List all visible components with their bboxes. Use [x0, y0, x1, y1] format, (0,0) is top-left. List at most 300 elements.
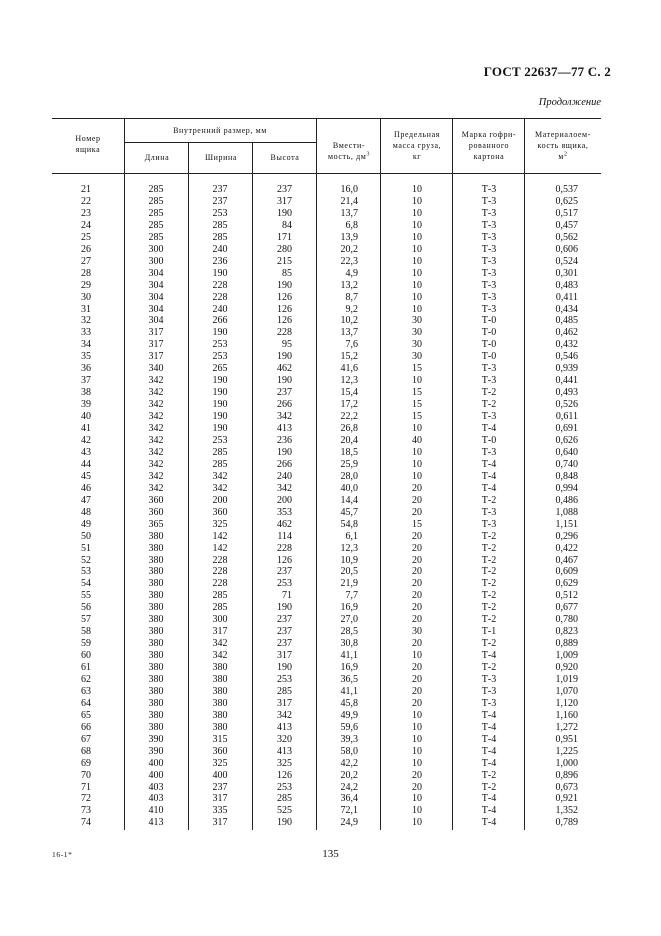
cell-max-load: 20 — [412, 506, 422, 518]
cell-material-consumption: 0,629 — [555, 578, 578, 590]
cell-material-consumption: 0,848 — [555, 470, 578, 482]
cell-height: 126 — [277, 315, 292, 327]
cell-length: 342 — [148, 423, 164, 434]
cell-cardboard-grade: Т-4 — [481, 733, 497, 745]
cell-box-number: 30 — [81, 291, 91, 303]
cell-capacity: 26,8 — [340, 423, 358, 434]
col-divider-1 — [124, 118, 125, 830]
cell-height: 190 — [277, 817, 292, 829]
cell-length: 317 — [148, 327, 164, 339]
cell-box-number: 38 — [81, 387, 91, 399]
header-material-consumption: Материалоем- кость ящика, $м^2$ — [535, 130, 591, 161]
cell-max-load: 20 — [412, 685, 422, 697]
cell-length: 285 — [148, 231, 164, 243]
cell-material-consumption: 1,160 — [555, 709, 578, 721]
cell-material-consumption: 0,517 — [555, 207, 578, 219]
cell-cardboard-grade: Т-3 — [481, 279, 497, 291]
cell-length: 285 — [148, 195, 164, 207]
cell-cardboard-grade: Т-2 — [481, 566, 497, 578]
cell-box-number: 57 — [81, 614, 91, 626]
cell-length: 304 — [148, 291, 164, 303]
cell-length: 380 — [148, 530, 164, 542]
cell-material-consumption: 0,939 — [555, 363, 578, 375]
cell-cardboard-grade: Т-2 — [481, 602, 497, 614]
cell-max-load: 15 — [412, 518, 422, 530]
cell-width: 190 — [212, 411, 228, 422]
cell-cardboard-grade: Т-3 — [481, 303, 497, 315]
cell-capacity: 13,2 — [340, 279, 358, 291]
cell-capacity: 28,0 — [340, 470, 358, 482]
cell-capacity: 45,7 — [340, 506, 358, 518]
cell-capacity: 10,9 — [340, 554, 358, 566]
cell-box-number: 21 — [81, 184, 91, 195]
cell-box-number: 25 — [81, 231, 91, 243]
cell-width: 380 — [212, 709, 228, 721]
cell-cardboard-grade: Т-4 — [481, 805, 497, 817]
page-number: 135 — [322, 848, 339, 860]
cell-height: 413 — [277, 745, 292, 757]
cell-capacity: 42,2 — [340, 757, 358, 769]
cell-length: 342 — [148, 446, 164, 458]
cell-height: 280 — [277, 243, 292, 255]
cell-max-load: 10 — [412, 255, 422, 267]
cell-width: 200 — [212, 494, 228, 506]
cell-height: 353 — [277, 506, 292, 518]
cell-capacity: 36,5 — [340, 674, 358, 685]
cell-cardboard-grade: Т-3 — [481, 685, 497, 697]
cell-capacity: 30,8 — [340, 638, 358, 650]
cell-height: 84 — [282, 219, 292, 231]
cell-length: 304 — [148, 315, 164, 327]
cell-capacity: 41,1 — [340, 685, 358, 697]
cell-box-number: 56 — [81, 602, 91, 614]
cell-length: 285 — [148, 207, 164, 219]
cell-capacity: 7,7 — [345, 590, 358, 602]
cell-material-consumption: 1,088 — [555, 506, 578, 518]
cell-max-load: 10 — [412, 745, 422, 757]
cell-cardboard-grade: Т-3 — [481, 267, 497, 279]
cell-capacity: 59,6 — [340, 721, 358, 733]
cell-width: 190 — [212, 423, 228, 434]
cell-max-load: 10 — [412, 817, 422, 829]
cell-capacity: 15,2 — [340, 351, 358, 363]
cell-box-number: 48 — [81, 506, 91, 518]
cell-height: 266 — [277, 458, 292, 470]
cell-length: 304 — [148, 303, 164, 315]
cell-cardboard-grade: Т-4 — [481, 470, 497, 482]
cell-max-load: 15 — [412, 363, 422, 375]
cell-max-load: 20 — [412, 697, 422, 709]
cell-material-consumption: 0,483 — [555, 279, 578, 291]
cell-material-consumption: 1,009 — [555, 650, 578, 661]
cell-width: 237 — [212, 184, 228, 195]
cell-cardboard-grade: Т-0 — [481, 315, 497, 327]
cell-length: 380 — [148, 721, 164, 733]
cell-material-consumption: 0,457 — [555, 219, 578, 231]
cell-material-consumption: 0,524 — [555, 255, 578, 267]
cell-length: 360 — [148, 494, 164, 506]
cell-length: 342 — [148, 458, 164, 470]
cell-box-number: 27 — [81, 255, 91, 267]
cell-height: 190 — [277, 662, 292, 673]
cell-cardboard-grade: Т-3 — [481, 446, 497, 458]
cell-cardboard-grade: Т-4 — [481, 423, 497, 434]
cell-length: 342 — [148, 470, 164, 482]
cell-width: 325 — [212, 757, 228, 769]
table-top-rule — [52, 118, 601, 119]
cell-capacity: 20,5 — [340, 566, 358, 578]
cell-material-consumption: 0,485 — [555, 315, 578, 327]
cell-max-load: 10 — [412, 375, 422, 387]
cell-length: 380 — [148, 614, 164, 626]
cell-cardboard-grade: Т-3 — [481, 697, 497, 709]
cell-height: 342 — [277, 709, 292, 721]
cell-cardboard-grade: Т-3 — [481, 231, 497, 243]
cell-cardboard-grade: Т-3 — [481, 207, 497, 219]
cell-capacity: 13,9 — [340, 231, 358, 243]
cell-length: 342 — [148, 411, 164, 422]
cell-length: 380 — [148, 554, 164, 566]
cell-cardboard-grade: Т-2 — [481, 530, 497, 542]
cell-material-consumption: 0,823 — [555, 626, 578, 638]
cell-material-consumption: 0,740 — [555, 458, 578, 470]
cell-capacity: 16,9 — [340, 662, 358, 673]
cell-height: 126 — [277, 769, 292, 781]
cell-width: 240 — [212, 303, 228, 315]
cell-cardboard-grade: Т-3 — [481, 506, 497, 518]
cell-material-consumption: 0,462 — [555, 327, 578, 339]
continuation-label: Продолжение — [538, 97, 601, 108]
cell-max-load: 20 — [412, 638, 422, 650]
cell-capacity: 45,8 — [340, 697, 358, 709]
cell-capacity: 16,9 — [340, 602, 358, 614]
cell-material-consumption: 1,151 — [555, 518, 578, 530]
cell-max-load: 20 — [412, 554, 422, 566]
cell-max-load: 10 — [412, 303, 422, 315]
cell-max-load: 15 — [412, 411, 422, 422]
cell-length: 317 — [148, 351, 164, 363]
cell-cardboard-grade: Т-2 — [481, 494, 497, 506]
cell-material-consumption: 0,411 — [555, 291, 578, 303]
cell-capacity: 49,9 — [340, 709, 358, 721]
cell-cardboard-grade: Т-4 — [481, 757, 497, 769]
cell-width: 142 — [212, 530, 228, 542]
cell-material-consumption: 0,896 — [555, 769, 578, 781]
cell-cardboard-grade: Т-2 — [481, 387, 497, 399]
cell-length: 403 — [148, 781, 164, 793]
cell-width: 360 — [212, 506, 228, 518]
cell-cardboard-grade: Т-3 — [481, 243, 497, 255]
cell-max-load: 10 — [412, 219, 422, 231]
cell-width: 240 — [212, 243, 228, 255]
cell-max-load: 20 — [412, 602, 422, 614]
cell-width: 285 — [212, 590, 228, 602]
cell-box-number: 45 — [81, 470, 91, 482]
cell-capacity: 20,2 — [340, 769, 358, 781]
cell-length: 380 — [148, 542, 164, 554]
cell-capacity: 24,9 — [340, 817, 358, 829]
cell-material-consumption: 1,070 — [555, 685, 578, 697]
cell-box-number: 53 — [81, 566, 91, 578]
cell-length: 400 — [148, 757, 164, 769]
cell-max-load: 10 — [412, 721, 422, 733]
cell-box-number: 50 — [81, 530, 91, 542]
cell-length: 380 — [148, 638, 164, 650]
cell-cardboard-grade: Т-0 — [481, 434, 497, 446]
cell-box-number: 41 — [81, 423, 91, 434]
cell-height: 253 — [277, 578, 292, 590]
cell-height: 525 — [277, 805, 292, 817]
cell-length: 390 — [148, 733, 164, 745]
cell-cardboard-grade: Т-4 — [481, 793, 497, 805]
cell-height: 171 — [277, 231, 292, 243]
cell-width: 300 — [212, 614, 228, 626]
cell-width: 237 — [212, 195, 228, 207]
cell-capacity: 72,1 — [340, 805, 358, 817]
cell-cardboard-grade: Т-3 — [481, 219, 497, 231]
col-divider-2 — [188, 142, 189, 830]
cell-max-load: 30 — [412, 315, 422, 327]
cell-box-number: 59 — [81, 638, 91, 650]
cell-max-load: 20 — [412, 781, 422, 793]
cell-material-consumption: 0,921 — [555, 793, 578, 805]
cell-height: 190 — [277, 279, 292, 291]
col-divider-7 — [524, 118, 525, 830]
cell-width: 190 — [212, 267, 228, 279]
cell-capacity: 41,1 — [340, 650, 358, 661]
cell-material-consumption: 0,951 — [555, 733, 578, 745]
cell-height: 342 — [277, 482, 292, 494]
cell-height: 190 — [277, 351, 292, 363]
cell-height: 325 — [277, 757, 292, 769]
cell-capacity: 54,8 — [340, 518, 358, 530]
cell-width: 228 — [212, 279, 228, 291]
col-divider-4 — [316, 118, 317, 830]
cell-material-consumption: 1,225 — [555, 745, 578, 757]
cell-max-load: 10 — [412, 793, 422, 805]
cell-capacity: 25,9 — [340, 458, 358, 470]
cell-height: 126 — [277, 554, 292, 566]
cell-box-number: 65 — [81, 709, 91, 721]
cell-length: 380 — [148, 674, 164, 685]
cell-max-load: 10 — [412, 267, 422, 279]
cell-capacity: 40,0 — [340, 482, 358, 494]
cell-length: 365 — [148, 518, 164, 530]
cell-width: 142 — [212, 542, 228, 554]
cell-cardboard-grade: Т-3 — [481, 195, 497, 207]
cell-material-consumption: 0,537 — [555, 184, 578, 195]
cell-cardboard-grade: Т-3 — [481, 518, 497, 530]
cell-cardboard-grade: Т-1 — [481, 626, 497, 638]
cell-material-consumption: 0,441 — [555, 375, 578, 387]
cell-max-load: 10 — [412, 733, 422, 745]
cell-capacity: 7,6 — [345, 339, 358, 351]
cell-max-load: 10 — [412, 231, 422, 243]
cell-capacity: 15,4 — [340, 387, 358, 399]
cell-max-load: 20 — [412, 530, 422, 542]
cell-height: 114 — [277, 530, 292, 542]
cell-width: 253 — [212, 339, 228, 351]
cell-cardboard-grade: Т-4 — [481, 721, 497, 733]
cell-capacity: 16,0 — [340, 184, 358, 195]
cell-box-number: 23 — [81, 207, 91, 219]
cell-max-load: 10 — [412, 446, 422, 458]
cell-material-consumption: 0,994 — [555, 482, 578, 494]
cell-capacity: 28,5 — [340, 626, 358, 638]
cell-material-consumption: 0,606 — [555, 243, 578, 255]
cell-height: 237 — [277, 387, 292, 399]
cell-length: 380 — [148, 685, 164, 697]
cell-material-consumption: 0,493 — [555, 387, 578, 399]
cell-capacity: 17,2 — [340, 399, 358, 411]
cell-width: 342 — [212, 482, 228, 494]
cell-height: 237 — [277, 638, 292, 650]
cell-max-load: 20 — [412, 566, 422, 578]
cell-box-number: 39 — [81, 399, 91, 411]
cell-material-consumption: 1,272 — [555, 721, 578, 733]
cell-height: 342 — [277, 411, 292, 422]
cell-material-consumption: 0,434 — [555, 303, 578, 315]
cell-max-load: 10 — [412, 291, 422, 303]
cell-max-load: 10 — [412, 184, 422, 195]
cell-length: 390 — [148, 745, 164, 757]
cell-height: 200 — [277, 494, 292, 506]
cell-capacity: 27,0 — [340, 614, 358, 626]
cell-width: 228 — [212, 566, 228, 578]
cell-height: 85 — [282, 267, 292, 279]
cell-length: 380 — [148, 626, 164, 638]
cell-height: 236 — [277, 434, 292, 446]
cell-box-number: 62 — [81, 674, 91, 685]
cell-height: 317 — [277, 195, 292, 207]
cell-cardboard-grade: Т-3 — [481, 411, 497, 422]
cell-max-load: 30 — [412, 626, 422, 638]
cell-box-number: 52 — [81, 554, 91, 566]
cell-box-number: 40 — [81, 411, 91, 422]
cell-cardboard-grade: Т-3 — [481, 291, 497, 303]
cell-cardboard-grade: Т-0 — [481, 327, 497, 339]
header-capacity: Вмести- мость, $дм^3$ — [327, 141, 371, 161]
cell-material-consumption: 0,526 — [555, 399, 578, 411]
cell-width: 285 — [212, 219, 228, 231]
cell-length: 304 — [148, 267, 164, 279]
cell-box-number: 26 — [81, 243, 91, 255]
cell-length: 304 — [148, 279, 164, 291]
header-cardboard-grade: Марка гофри- рованного картона — [461, 130, 517, 161]
cell-width: 253 — [212, 207, 228, 219]
cell-box-number: 71 — [81, 781, 91, 793]
cell-material-consumption: 0,562 — [555, 231, 578, 243]
cell-capacity: 36,4 — [340, 793, 358, 805]
cell-width: 285 — [212, 458, 228, 470]
cell-max-load: 15 — [412, 399, 422, 411]
cell-cardboard-grade: Т-2 — [481, 554, 497, 566]
cell-length: 285 — [148, 184, 164, 195]
cell-box-number: 37 — [81, 375, 91, 387]
cell-width: 265 — [212, 363, 228, 375]
cell-width: 190 — [212, 387, 228, 399]
cell-material-consumption: 0,889 — [555, 638, 578, 650]
cell-height: 190 — [277, 207, 292, 219]
cell-width: 315 — [212, 733, 228, 745]
cell-width: 380 — [212, 685, 228, 697]
cell-height: 253 — [277, 674, 292, 685]
cell-height: 228 — [277, 327, 292, 339]
cell-width: 285 — [212, 602, 228, 614]
cell-capacity: 22,3 — [340, 255, 358, 267]
cell-capacity: 22,2 — [340, 411, 358, 422]
cell-capacity: 21,4 — [340, 195, 358, 207]
cell-width: 317 — [212, 817, 228, 829]
cell-box-number: 32 — [81, 315, 91, 327]
cell-length: 380 — [148, 697, 164, 709]
cell-cardboard-grade: Т-4 — [481, 745, 497, 757]
cell-capacity: 8,7 — [345, 291, 358, 303]
cell-height: 237 — [277, 614, 292, 626]
cell-material-consumption: 0,467 — [555, 554, 578, 566]
cell-height: 320 — [277, 733, 292, 745]
cell-height: 266 — [277, 399, 292, 411]
col-divider-5 — [380, 118, 381, 830]
cell-box-number: 47 — [81, 494, 91, 506]
cell-box-number: 44 — [81, 458, 91, 470]
cell-length: 285 — [148, 219, 164, 231]
cell-capacity: 12,3 — [340, 375, 358, 387]
cell-material-consumption: 0,486 — [555, 494, 578, 506]
cell-width: 285 — [212, 446, 228, 458]
cell-max-load: 10 — [412, 458, 422, 470]
cell-cardboard-grade: Т-4 — [481, 458, 497, 470]
cell-height: 462 — [277, 363, 292, 375]
cell-box-number: 36 — [81, 363, 91, 375]
cell-box-number: 51 — [81, 542, 91, 554]
cell-box-number: 64 — [81, 697, 91, 709]
cell-width: 236 — [212, 255, 228, 267]
cell-width: 342 — [212, 470, 228, 482]
cell-material-consumption: 1,120 — [555, 697, 578, 709]
header-inner-size: Внутренний размер, мм — [173, 126, 267, 135]
cell-width: 342 — [212, 638, 228, 650]
cell-cardboard-grade: Т-4 — [481, 709, 497, 721]
cell-max-load: 30 — [412, 351, 422, 363]
header-width: Ширина — [204, 153, 238, 162]
cell-width: 190 — [212, 327, 228, 339]
cell-length: 413 — [148, 817, 164, 829]
cell-cardboard-grade: Т-4 — [481, 650, 497, 661]
cell-material-consumption: 0,432 — [555, 339, 578, 351]
cell-capacity: 4,9 — [345, 267, 358, 279]
cell-length: 380 — [148, 566, 164, 578]
cell-box-number: 61 — [81, 662, 91, 673]
cell-width: 266 — [212, 315, 228, 327]
cell-height: 228 — [277, 542, 292, 554]
cell-height: 237 — [277, 184, 292, 195]
cell-max-load: 20 — [412, 542, 422, 554]
cell-box-number: 60 — [81, 650, 91, 661]
cell-cardboard-grade: Т-3 — [481, 363, 497, 375]
cell-height: 95 — [282, 339, 292, 351]
inner-size-sub-rule — [124, 142, 316, 143]
cell-length: 380 — [148, 590, 164, 602]
cell-cardboard-grade: Т-3 — [481, 674, 497, 685]
cell-width: 380 — [212, 721, 228, 733]
cell-width: 360 — [212, 745, 228, 757]
cell-length: 317 — [148, 339, 164, 351]
cell-capacity: 9,2 — [345, 303, 358, 315]
cell-length: 300 — [148, 243, 164, 255]
cell-width: 380 — [212, 697, 228, 709]
cell-height: 285 — [277, 793, 292, 805]
